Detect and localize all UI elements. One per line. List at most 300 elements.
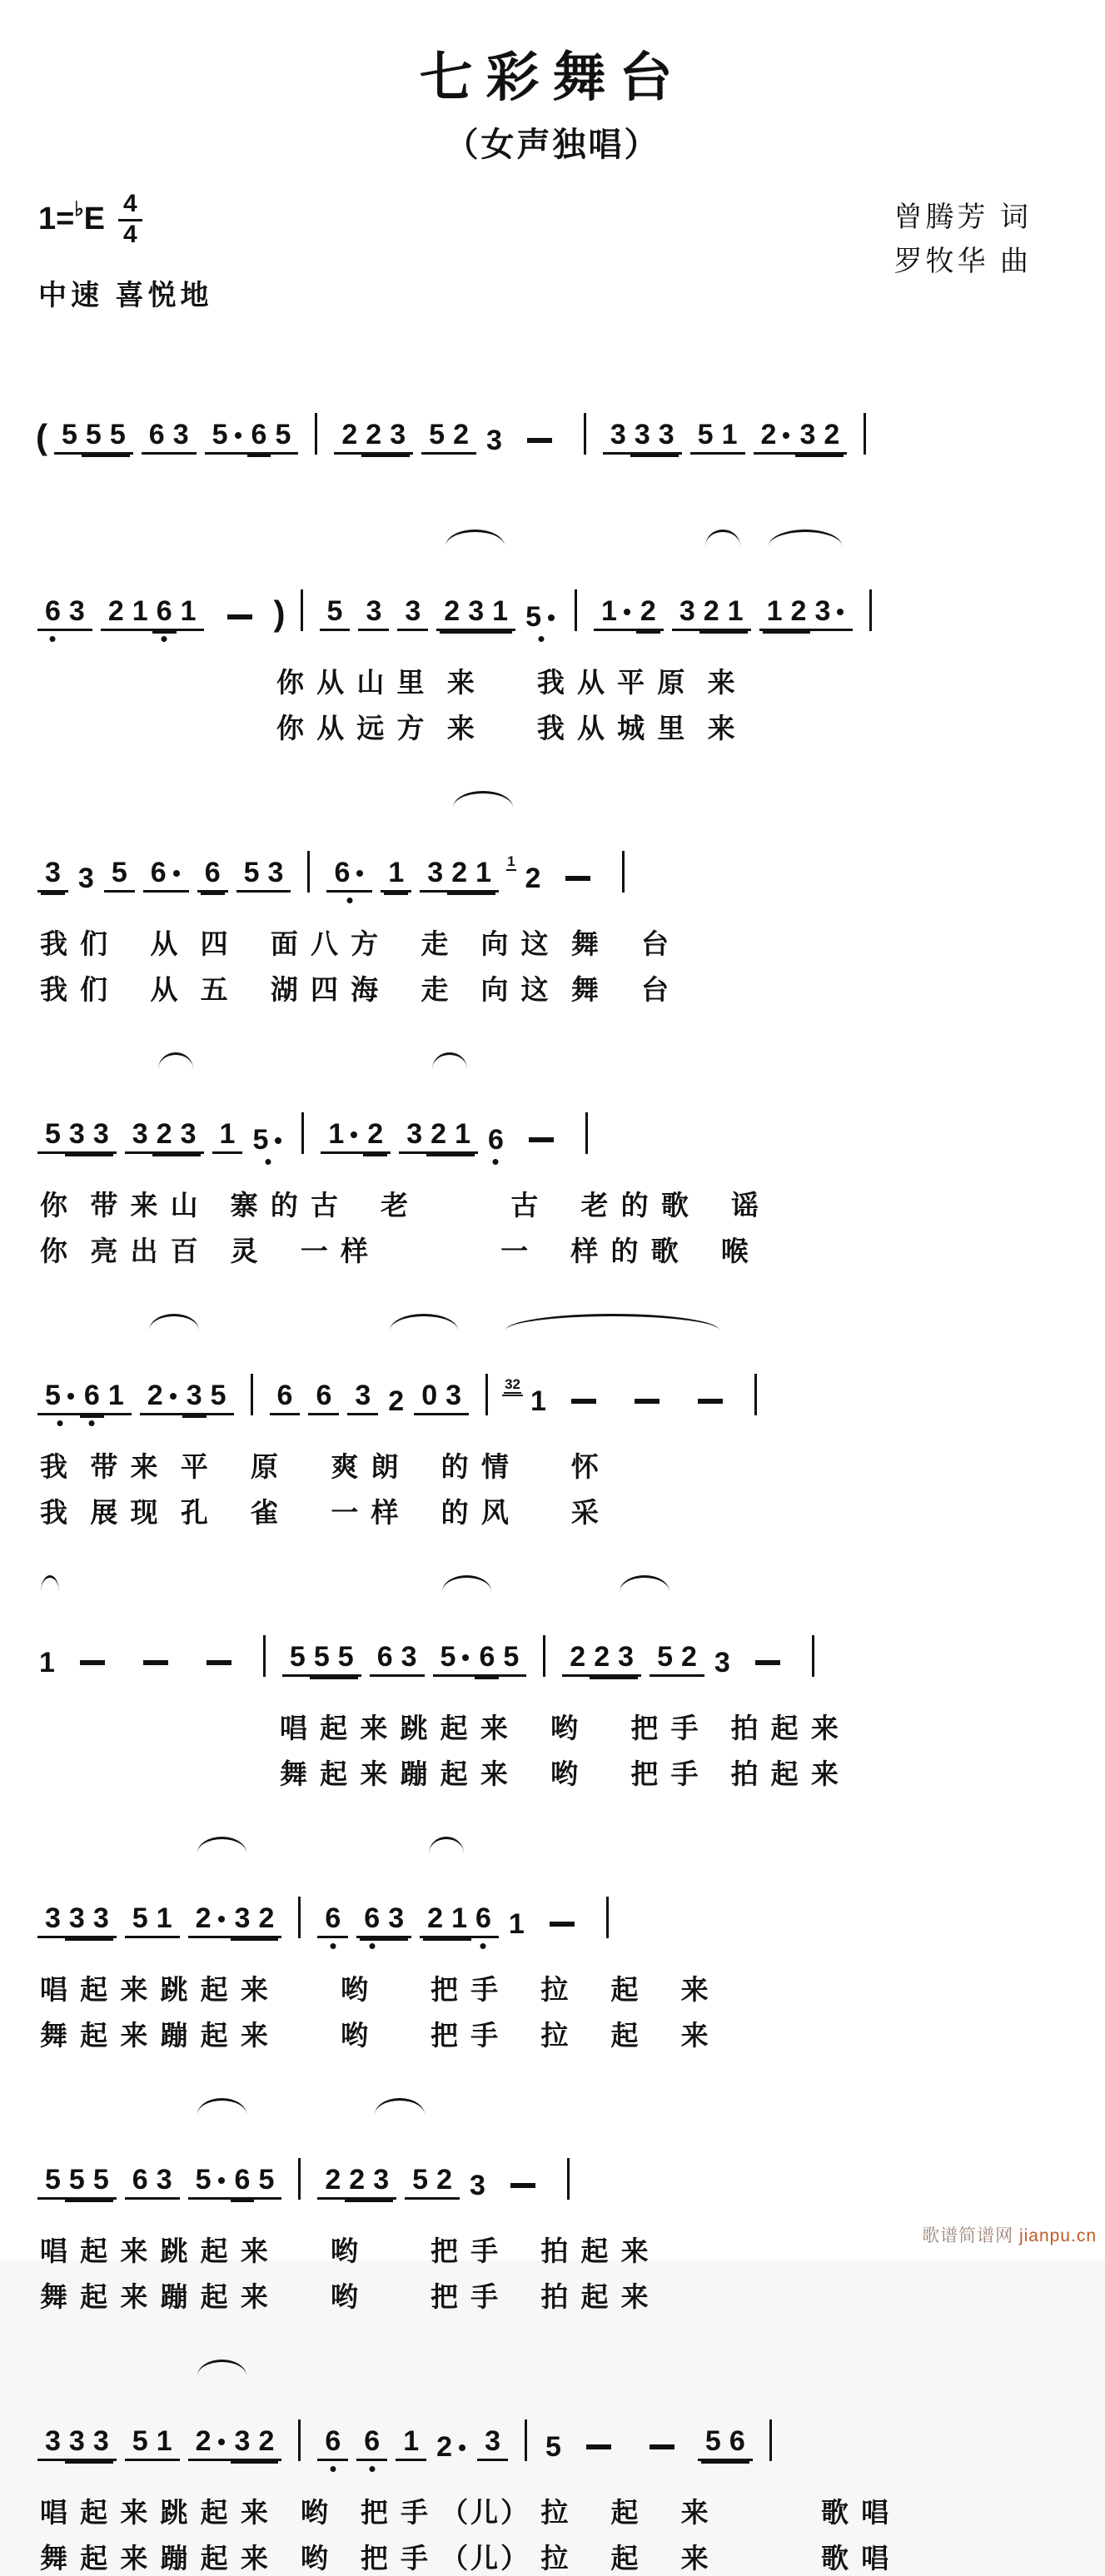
barline [567,2158,570,2200]
beam-group [37,858,68,893]
note: 6 [132,2164,148,2196]
key-prefix: 1= [38,201,75,236]
note: 6 [156,595,172,627]
note: 5 [111,857,127,888]
beam-group [603,420,682,455]
barline [575,589,577,631]
beam-group [672,597,751,631]
beam-group [125,2166,180,2200]
dash-duration-mark [80,1660,105,1665]
barline [315,413,317,455]
beam-group [125,1120,204,1154]
note: 2 [196,1904,226,1932]
lyrics-line: 你 带 来 山 寨 的 古 老 古 老 的 歌 谣 [40,1190,762,1221]
song-title: 七彩舞台 [419,47,686,107]
note: 1 [455,1118,470,1150]
note: 1 [530,1385,546,1417]
note: 3 [68,595,85,627]
slur-arc [505,1314,719,1330]
note: 3 [366,595,382,627]
note: 5 [326,595,343,627]
system [33,1310,1072,1530]
note: 1 [403,2425,420,2457]
note: 1 [766,595,783,627]
dash-duration-mark [510,2183,535,2188]
note: 6 [325,1902,341,1934]
beam-group [282,1643,361,1677]
beam-group [433,1643,527,1677]
note: 1 [492,595,509,627]
barline [864,413,866,455]
note: 3 [180,1118,197,1150]
barline [584,413,586,455]
note: 3 [390,419,406,450]
note: 1 [328,1120,359,1148]
lyrics-line: 你 从 远 方 来 我 从 城 里 来 [276,713,738,743]
dash-duration-mark [755,1660,780,1665]
note: 3 [679,595,695,627]
note: 3 [156,2164,172,2196]
note: 6 [479,1641,495,1673]
system [33,526,1072,746]
parenthesis: ( [36,417,47,456]
duration-dot [173,870,180,877]
barline [485,1374,488,1415]
note: 3 [618,1641,635,1673]
system [33,2356,1072,2576]
note: 2 [680,1641,697,1673]
note: 3 [234,2425,251,2457]
note: 2 [436,2433,467,2461]
beam-group [205,420,299,455]
key-letter: E [83,201,106,236]
composer-credit: 罗牧华 曲 [893,245,1032,277]
beam-group [420,858,499,893]
note: 6 [364,1902,381,1934]
beam-group [320,597,351,631]
note: 5 [92,2164,109,2196]
beam-group [381,858,411,893]
lyrics-line: 唱 起 来 跳 起 来 哟 把 手 拍 起 来 [40,2235,651,2266]
lyrics-line: 我 带 来 平 原 爽 朗 的 情 怀 [40,1451,601,1482]
tempo-marking: 中速 喜悦地 [38,280,213,311]
grace-note: 1 [507,853,515,869]
note: 3 [355,1380,371,1411]
beam-group [698,2427,753,2461]
barline [251,1374,253,1415]
note: 3 [92,2425,109,2457]
slur-arc [453,791,512,808]
system [33,1833,1072,2053]
note: 5 [503,1641,520,1673]
duration-dot [462,1654,469,1661]
lyrics-line: 唱 起 来 跳 起 来 哟 把 手 拉 起 来 [40,1974,711,2005]
duration-dot [218,2439,225,2445]
slur-arc [429,1837,464,1853]
note: 3 [427,857,444,888]
note: 5 [275,419,291,450]
dash-duration-mark [571,1399,596,1404]
note: 3 [610,419,626,450]
note: 2 [325,2164,341,2196]
note: 2 [525,863,541,894]
note: 3 [634,419,650,450]
beam-group [396,2427,426,2461]
dash-duration-mark [527,438,552,443]
note: 1 [219,1118,236,1150]
note: 3 [132,1118,148,1150]
beam-group [188,2166,282,2200]
slur-arc [705,530,740,546]
note: 2 [107,595,124,627]
note: 6 [251,419,267,450]
note: 5 [45,1381,76,1410]
note: 5 [258,2164,275,2196]
system [33,1572,1072,1792]
note: 2 [570,1641,586,1673]
note: 5 [62,419,77,450]
notation-row [33,526,1072,654]
note: 6 [475,1902,491,1934]
meta-row [38,191,1067,313]
note: 5 [441,1643,471,1671]
duration-dot [459,2444,465,2451]
lyrics-line: 我 们 从 五 湖 四 海 走 向 这 舞 台 [40,974,672,1005]
slur-arc [197,2098,247,2115]
note: 5 [412,2164,429,2196]
dash-duration-mark [550,1922,575,1927]
credits-block [894,196,1067,283]
lyrics-line: 你 从 山 里 来 我 从 平 原 来 [276,667,738,698]
note: 3 [445,1380,462,1411]
note: 3 [388,1902,405,1934]
beam-group [399,1120,478,1154]
note: 3 [186,1380,202,1411]
beam-group [37,1904,117,1938]
note: 5 [429,419,445,450]
note: 5 [337,1641,354,1673]
note: 1 [156,2425,172,2457]
note: 1 [180,595,197,627]
beam-group [140,1381,234,1415]
beam-group [397,597,428,631]
note: 3 [799,419,816,450]
note: 6 [276,1380,293,1411]
note: 1 [39,1647,55,1678]
note: 1 [508,1908,525,1940]
note: 3 [234,1902,251,1934]
note: 1 [721,419,738,450]
note: 6 [204,857,221,888]
beam-group [650,1643,704,1677]
note: 2 [451,857,468,888]
slur-arc [445,530,505,546]
note: 1 [451,1902,467,1934]
grace-note: 32 [505,1376,520,1392]
note: 2 [196,2427,226,2455]
dash-duration-mark [586,2444,611,2449]
note: 2 [366,419,382,450]
note: 3 [45,1902,61,1934]
note: 3 [373,2164,390,2196]
notation-row [33,350,1072,478]
beam-group [405,2166,460,2200]
dash-duration-mark [207,1660,231,1665]
barline [525,2419,527,2461]
note: 1 [475,857,492,888]
slur-arc [620,1575,669,1592]
duration-dot [548,614,555,621]
slur-arc [442,1575,492,1592]
barline [769,2419,772,2461]
note: 3 [469,2170,485,2201]
note: 2 [640,595,656,627]
note: 3 [468,595,485,627]
notation-row [33,1572,1072,1700]
system [33,1049,1072,1269]
barline [263,1635,266,1677]
parenthesis: ) [273,594,286,633]
note: 6 [376,1641,393,1673]
rest-note: 0 [421,1380,438,1411]
beam-group [358,597,389,631]
beam-group [317,2166,396,2200]
note: 2 [444,595,460,627]
note: 3 [68,1118,85,1150]
note: 6 [83,1380,100,1411]
slur-arc [41,1575,59,1592]
lyrics-line: 舞 起 来 蹦 起 来 哟 把 手 拍 起 来 [280,1758,841,1789]
barline [754,1374,757,1415]
dash-duration-mark [143,1660,168,1665]
lyrics-line: 我 展 现 孔 雀 一 样 的 风 采 [40,1497,601,1528]
beam-group [197,858,228,893]
beam-group [356,2427,387,2461]
lyrics-line: 舞 起 来 蹦 起 来 哟 把 手 （儿） 拉 起 来 歌 唱 [40,2543,892,2574]
note: 2 [453,419,469,450]
barline [622,851,625,893]
note: 3 [92,1902,109,1934]
note: 2 [824,419,840,450]
note: 5 [525,603,556,631]
beam-group [356,1904,411,1938]
barline [585,1112,588,1154]
beam-group [104,858,135,893]
beam-group [37,597,92,631]
note: 2 [388,1385,405,1417]
note: 5 [313,1641,330,1673]
note: 2 [790,595,807,627]
system [33,788,1072,1007]
note: 3 [658,419,674,450]
note: 6 [487,1124,504,1156]
beam-group [690,420,745,455]
notation-row [33,1833,1072,1962]
note: 3 [814,597,845,625]
beam-group [37,2427,117,2461]
note: 2 [761,420,792,449]
beam-group [37,1381,132,1415]
note: 2 [341,419,358,450]
notation-row [33,788,1072,916]
beam-group [370,1643,425,1677]
note: 2 [427,1902,444,1934]
notation-row [33,1310,1072,1439]
note: 3 [401,1641,417,1673]
beam-group [754,420,848,455]
beam-group [142,420,197,455]
note: 1 [388,857,405,888]
dash-duration-mark [635,1399,660,1404]
slur-arc [432,1052,467,1069]
note: 5 [243,857,260,888]
note: 2 [703,595,719,627]
note: 3 [405,595,421,627]
notation-row [33,2095,1072,2223]
note: 5 [45,1118,61,1150]
note: 3 [172,419,189,450]
beam-group [188,1904,282,1938]
note: 3 [45,857,61,888]
note: 3 [45,2425,61,2457]
beam-group [54,420,133,455]
note: 1 [107,1380,124,1411]
watermark-site-name: 歌谱简谱网 [922,2226,1019,2245]
duration-dot [218,2177,225,2184]
beam-group [317,2427,348,2461]
dash-duration-mark [698,1399,723,1404]
barline [869,589,872,631]
beam-group [321,1120,391,1154]
note: 3 [68,2425,85,2457]
time-signature-bottom: 4 [123,220,137,248]
duration-dot [624,609,630,615]
duration-dot [218,1916,225,1922]
note: 2 [594,1641,610,1673]
key-signature [38,191,212,247]
note: 6 [234,2164,251,2196]
note: 2 [147,1381,178,1410]
note: 6 [364,2425,381,2457]
duration-dot [170,1393,177,1400]
watermark-site-url: jianpu.cn [1018,2226,1097,2245]
beam-group [421,420,476,455]
time-signature-top: 4 [118,191,142,221]
note: 5 [132,2425,148,2457]
note: 5 [252,1126,283,1154]
dash-duration-mark [650,2444,674,2449]
notation-row [33,2356,1072,2484]
note: 1 [132,595,148,627]
note: 1 [156,1902,172,1934]
note: 5 [657,1641,673,1673]
dash-duration-mark [227,614,252,619]
note: 6 [45,595,61,627]
barline [298,1897,301,1938]
duration-dot [356,870,363,877]
note: 6 [325,2425,341,2457]
note: 3 [92,1118,109,1150]
note: 2 [349,2164,366,2196]
note: 2 [156,1118,172,1150]
beam-group [37,1120,117,1154]
duration-dot [837,609,844,615]
note: 2 [258,2425,275,2457]
duration-dot [275,1137,281,1144]
note: 5 [704,2425,721,2457]
beam-group [326,858,372,893]
note: 3 [485,2425,500,2457]
lyrics-line: 唱 起 来 跳 起 来 哟 把 手 （儿） 拉 起 来 歌 唱 [40,2497,892,2528]
note: 6 [316,1380,332,1411]
note: 5 [85,419,102,450]
lyrics-line: 舞 起 来 蹦 起 来 哟 把 手 拍 起 来 [40,2281,651,2312]
beam-group [594,597,664,631]
note: 5 [697,419,714,450]
score [33,350,1072,2576]
note: 2 [367,1118,384,1150]
note: 5 [132,1902,148,1934]
note: 3 [714,1647,730,1678]
slur-arc [149,1314,199,1330]
note: 1 [727,595,744,627]
barline [301,589,303,631]
beam-group [759,597,854,631]
key-tempo-block [38,191,212,313]
note: 5 [68,2164,85,2196]
beam-group [236,858,291,893]
note: 6 [729,2425,745,2457]
barline [307,851,310,893]
beam-group [125,1904,180,1938]
beam-group [125,2427,180,2461]
dash-duration-mark [565,876,590,881]
dash-duration-mark [529,1137,554,1142]
system [33,2095,1072,2315]
slur-arc [375,2098,425,2115]
beam-group [420,1904,499,1938]
note: 3 [485,425,502,456]
beam-group [334,420,413,455]
note: 5 [45,2164,61,2196]
note: 5 [109,419,126,450]
note: 2 [431,1118,447,1150]
note: 3 [77,863,94,894]
time-signature [118,191,142,247]
note: 6 [334,858,365,887]
note: 2 [258,1902,275,1934]
slur-arc [197,2360,247,2376]
beam-group [308,1381,339,1415]
lyrics-line: 舞 起 来 蹦 起 来 哟 把 手 拉 起 来 [40,2020,711,2051]
beam-group [188,2427,282,2461]
slur-arc [769,530,843,546]
beam-group [101,597,204,631]
duration-dot [783,432,789,439]
note: 5 [289,1641,306,1673]
note: 5 [196,2166,226,2194]
barline [298,2158,301,2200]
beam-group [477,2427,508,2461]
beam-group [212,1120,243,1154]
beam-group [347,1381,378,1415]
beam-group [37,2166,117,2200]
beam-group [143,858,189,893]
watermark [922,2222,1097,2247]
note: 1 [601,597,632,625]
barline [606,1897,609,1938]
note: 5 [545,2431,561,2463]
